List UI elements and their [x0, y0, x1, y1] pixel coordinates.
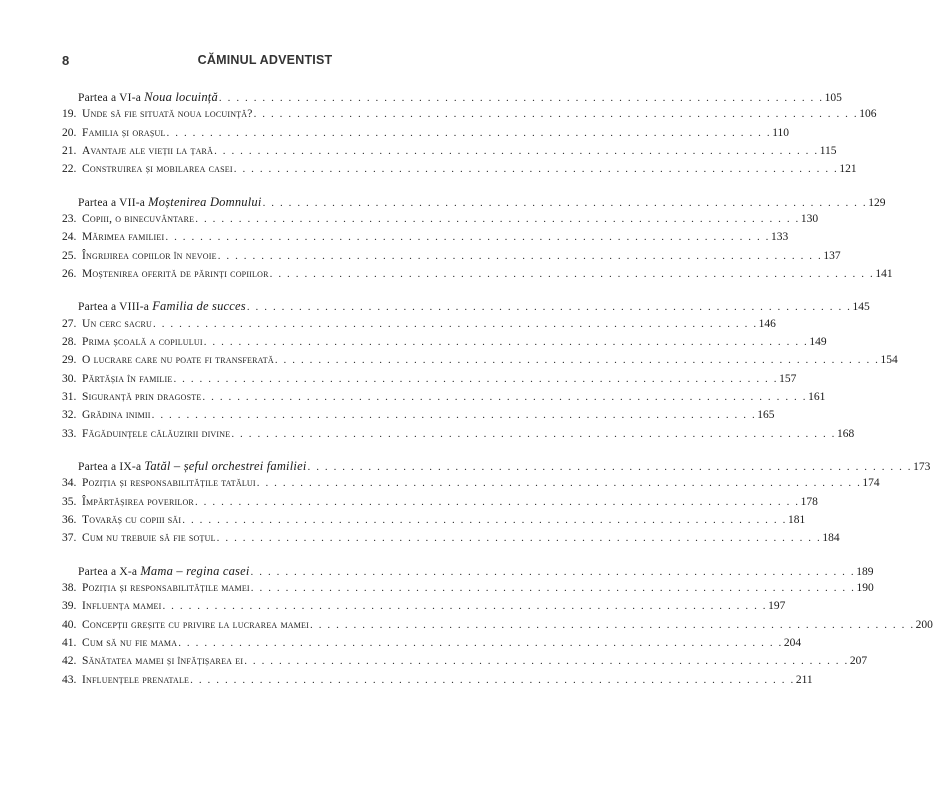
part-label: Partea a X-a — [78, 565, 138, 578]
dot-leader: . . . . . . . . . . . . . . . . . . . . . . . . . . . . . . . . . . . . . . . . . . . . . . . . . . . . . . . . . . . . . . . . . . . . . . — [246, 301, 852, 314]
part-heading — [62, 195, 262, 210]
part-heading — [62, 459, 307, 474]
part-subtitle: Tatăl – șeful orchestrei familiei — [144, 459, 307, 473]
dot-leader: . . . . . . . . . . . . . . . . . . . . . . . . . . . . . . . . . . . . . . . . . . . . . . . . . . . . . . . . . . . . . . . . . . . . . . — [250, 582, 856, 594]
page-reference: 130 — [800, 213, 819, 225]
chapter-title: O lucrare care nu poate fi transferată — [82, 354, 274, 367]
toc-chapter-row — [62, 636, 802, 653]
toc-chapter-row — [62, 317, 776, 334]
page-reference: 106 — [859, 108, 877, 121]
page-reference: 137 — [823, 249, 841, 262]
toc-chapter-row — [62, 126, 790, 143]
toc-chapter-row — [62, 336, 827, 352]
dot-leader: . . . . . . . . . . . . . . . . . . . . . . . . . . . . . . . . . . . . . . . . . . . . . . . . . . . . . . . . . . . . . . . . . . . . . . — [233, 163, 839, 176]
chapter-title: Unde să fie situată noua locuință? — [82, 108, 253, 121]
chapter-number: 32. — [62, 409, 77, 422]
toc-chapter-row — [62, 249, 841, 266]
chapter-number: 30. — [62, 372, 77, 385]
chapter-title: Făgăduințele călăuzirii divine — [82, 427, 231, 440]
page-reference: 129 — [868, 196, 886, 209]
chapter-title: Cum să nu fie mama — [82, 636, 178, 649]
toc-part-row — [62, 194, 886, 211]
chapter-title: Poziția și responsabilitățile tatălui — [82, 477, 256, 490]
dot-leader: . . . . . . . . . . . . . . . . . . . . . . . . . . . . . . . . . . . . . . . . . . . . . . . . . . . . . . . . . . . . . . . . . . . . . . — [269, 267, 875, 280]
part-label: Partea a VII-a — [78, 196, 146, 209]
chapter-number: 37. — [62, 532, 77, 545]
page-reference: 154 — [880, 354, 898, 367]
toc-chapter-row — [62, 495, 818, 512]
dot-leader: . . . . . . . . . . . . . . . . . . . . . . . . . . . . . . . . . . . . . . . . . . . . . . . . . . . . . . . . . . . . . . . . . . . . . . — [310, 618, 915, 631]
chapter-title: Mărimea familiei — [82, 231, 165, 244]
dot-leader: . . . . . . . . . . . . . . . . . . . . . . . . . . . . . . . . . . . . . . . . . . . . . . . . . . . . . . . . . . . . . . . . . . . . . . — [162, 600, 768, 613]
page-reference: 173 — [913, 461, 931, 473]
chapter-number: 35. — [62, 495, 77, 508]
page-reference: 165 — [757, 409, 775, 422]
page-reference: 145 — [852, 301, 870, 314]
dot-leader: . . . . . . . . . . . . . . . . . . . . . . . . . . . . . . . . . . . . . . . . . . . . . . . . . . . . . . . . . . . . . . . . . . . . . . — [274, 354, 880, 367]
chapter-title: Cum nu trebuie să fie soțul — [82, 532, 216, 545]
chapter-title: Grădina inimii — [82, 409, 151, 422]
part-subtitle: Familia de succes — [152, 299, 246, 314]
page-number: 8 — [62, 53, 70, 68]
toc-part-row — [62, 459, 931, 475]
toc-chapter-row — [62, 409, 775, 425]
page-reference: 204 — [783, 636, 802, 649]
toc-chapter-row — [62, 163, 857, 179]
page-reference: 197 — [768, 600, 786, 613]
chapter-title: Un cerc sacru — [82, 317, 153, 330]
dot-leader: . . . . . . . . . . . . . . . . . . . . . . . . . . . . . . . . . . . . . . . . . . . . . . . . . . . . . . . . . . . . . . . . . . . . . . — [256, 477, 862, 490]
toc-chapter-row — [62, 532, 840, 548]
chapter-number: 22. — [62, 163, 77, 176]
dot-leader: . . . . . . . . . . . . . . . . . . . . . . . . . . . . . . . . . . . . . . . . . . . . . . . . . . . . . . . . . . . . . . . . . . . . . . — [151, 409, 757, 422]
toc-part-row — [62, 299, 870, 315]
toc-chapter-row — [62, 427, 855, 444]
toc-part-row — [62, 90, 842, 106]
toc-chapter-row — [62, 600, 786, 616]
chapter-title: Moștenirea oferită de părinți copiilor — [82, 267, 269, 280]
dot-leader: . . . . . . . . . . . . . . . . . . . . . . . . . . . . . . . . . . . . . . . . . . . . . . . . . . . . . . . . . . . . . . . . . . . . . . — [253, 108, 859, 121]
page-reference: 141 — [875, 267, 893, 280]
chapter-number: 39. — [62, 600, 77, 613]
chapter-number: 20. — [62, 126, 77, 139]
page-reference: 211 — [795, 673, 813, 686]
chapter-number: 21. — [62, 144, 77, 157]
page-reference: 184 — [822, 532, 840, 545]
chapter-number: 41. — [62, 636, 77, 649]
page-reference: 189 — [856, 565, 874, 578]
dot-leader: . . . . . . . . . . . . . . . . . . . . . . . . . . . . . . . . . . . . . . . . . . . . . . . . . . . . . . . . . . . . . . . . . . . . . . — [218, 92, 824, 104]
chapter-title: Siguranță prin dragoste — [82, 390, 202, 403]
dot-leader: . . . . . . . . . . . . . . . . . . . . . . . . . . . . . . . . . . . . . . . . . . . . . . . . . . . . . . . . . . . . . . . . . . . . . . — [203, 336, 809, 348]
toc-chapter-row — [62, 477, 880, 493]
chapter-number: 42. — [62, 655, 77, 668]
dot-leader: . . . . . . . . . . . . . . . . . . . . . . . . . . . . . . . . . . . . . . . . . . . . . . . . . . . . . . . . . . . . . . . . . . . . . . — [202, 390, 808, 403]
part-heading — [62, 299, 246, 314]
dot-leader: . . . . . . . . . . . . . . . . . . . . . . . . . . . . . . . . . . . . . . . . . . . . . . . . . . . . . . . . . . . . . . . . . . . . . . — [217, 249, 823, 262]
chapter-title: Concepții greșite cu privire la lucrarea mamei — [82, 618, 310, 631]
dot-leader: . . . . . . . . . . . . . . . . . . . . . . . . . . . . . . . . . . . . . . . . . . . . . . . . . . . . . . . . . . . . . . . . . . . . . . — [262, 196, 868, 209]
dot-leader: . . . . . . . . . . . . . . . . . . . . . . . . . . . . . . . . . . . . . . . . . . . . . . . . . . . . . . . . . . . . . . . . . . . . . . — [173, 372, 779, 385]
chapter-title: Sănătatea mamei și înfățișarea ei — [82, 655, 244, 668]
toc-chapter-row — [62, 144, 837, 161]
dot-leader: . . . . . . . . . . . . . . . . . . . . . . . . . . . . . . . . . . . . . . . . . . . . . . . . . . . . . . . . . . . . . . . . . . . . . . — [216, 532, 822, 545]
page-reference: 110 — [772, 126, 790, 139]
page-reference: 174 — [862, 477, 880, 490]
page-reference: 200 — [915, 618, 933, 631]
toc-chapter-row — [62, 213, 819, 229]
chapter-title: Tovarăș cu copiii săi — [82, 513, 182, 526]
page-reference: 149 — [809, 336, 827, 348]
page-reference: 121 — [839, 163, 857, 176]
toc-chapter-row — [62, 618, 933, 635]
part-subtitle: Noua locuință — [144, 90, 218, 104]
dot-leader: . . . . . . . . . . . . . . . . . . . . . . . . . . . . . . . . . . . . . . . . . . . . . . . . . . . . . . . . . . . . . . . . . . . . . . — [195, 213, 800, 225]
chapter-title: Prima școală a copilului — [82, 336, 203, 348]
part-subtitle: Mama – regina casei — [140, 563, 250, 578]
chapter-number: 29. — [62, 354, 77, 367]
dot-leader: . . . . . . . . . . . . . . . . . . . . . . . . . . . . . . . . . . . . . . . . . . . . . . . . . . . . . . . . . . . . . . . . . . . . . . — [153, 317, 758, 330]
toc-chapter-row — [62, 231, 789, 247]
chapter-title: Împărtășirea poverilor — [82, 495, 194, 508]
page-reference: 157 — [779, 372, 797, 385]
page-reference: 181 — [787, 513, 806, 526]
toc-chapter-row — [62, 372, 797, 389]
dot-leader: . . . . . . . . . . . . . . . . . . . . . . . . . . . . . . . . . . . . . . . . . . . . . . . . . . . . . . . . . . . . . . . . . . . . . . — [165, 231, 771, 244]
dot-leader: . . . . . . . . . . . . . . . . . . . . . . . . . . . . . . . . . . . . . . . . . . . . . . . . . . . . . . . . . . . . . . . . . . . . . . — [194, 495, 800, 508]
dot-leader: . . . . . . . . . . . . . . . . . . . . . . . . . . . . . . . . . . . . . . . . . . . . . . . . . . . . . . . . . . . . . . . . . . . . . . — [214, 144, 819, 157]
page-reference: 133 — [771, 231, 789, 244]
chapter-number: 27. — [62, 317, 77, 330]
part-label: Partea a VIII-a — [78, 301, 150, 314]
part-label: Partea a IX-a — [78, 461, 142, 473]
chapter-title: Influențele prenatale — [82, 673, 190, 686]
page-reference: 168 — [837, 427, 855, 440]
page-reference: 115 — [819, 144, 837, 157]
toc-chapter-row — [62, 655, 868, 671]
dot-leader: . . . . . . . . . . . . . . . . . . . . . . . . . . . . . . . . . . . . . . . . . . . . . . . . . . . . . . . . . . . . . . . . . . . . . . — [190, 673, 795, 686]
toc-chapter-row — [62, 673, 813, 690]
chapter-number: 38. — [62, 582, 77, 594]
chapter-title: Avantaje ale vieții la țară — [82, 144, 214, 157]
dot-leader: . . . . . . . . . . . . . . . . . . . . . . . . . . . . . . . . . . . . . . . . . . . . . . . . . . . . . . . . . . . . . . . . . . . . . . — [231, 427, 836, 440]
dot-leader: . . . . . . . . . . . . . . . . . . . . . . . . . . . . . . . . . . . . . . . . . . . . . . . . . . . . . . . . . . . . . . . . . . . . . . — [178, 636, 783, 649]
chapter-number: 36. — [62, 513, 77, 526]
page-reference: 161 — [808, 390, 826, 403]
toc-chapter-row — [62, 390, 826, 407]
page-reference: 190 — [856, 582, 874, 594]
chapter-title: Poziția și responsabilitățile mamei — [82, 582, 250, 594]
chapter-number: 33. — [62, 427, 77, 440]
chapter-title: Îngrijirea copiilor în nevoie — [82, 249, 217, 262]
chapter-number: 40. — [62, 618, 77, 631]
chapter-number: 23. — [62, 213, 77, 225]
toc-chapter-row — [62, 354, 898, 370]
page-reference: 146 — [758, 317, 776, 330]
running-title: CĂMINUL ADVENTIST — [197, 53, 333, 67]
chapter-number: 28. — [62, 336, 77, 348]
part-subtitle: Moștenirea Domnului — [148, 194, 262, 209]
part-heading — [62, 90, 218, 105]
page-reference: 178 — [800, 495, 818, 508]
chapter-title: Părtășia în familie — [82, 372, 173, 385]
chapter-title: Influența mamei — [82, 600, 162, 613]
part-heading — [62, 564, 250, 579]
part-label: Partea a VI-a — [78, 92, 142, 104]
dot-leader: . . . . . . . . . . . . . . . . . . . . . . . . . . . . . . . . . . . . . . . . . . . . . . . . . . . . . . . . . . . . . . . . . . . . . . — [307, 461, 913, 473]
toc-chapter-row — [62, 582, 874, 598]
chapter-number: 26. — [62, 267, 77, 280]
chapter-title: Construirea și mobilarea casei — [82, 163, 233, 176]
dot-leader: . . . . . . . . . . . . . . . . . . . . . . . . . . . . . . . . . . . . . . . . . . . . . . . . . . . . . . . . . . . . . . . . . . . . . . — [244, 655, 849, 668]
chapter-number: 24. — [62, 231, 77, 244]
chapter-number: 34. — [62, 477, 77, 490]
toc-chapter-row — [62, 267, 893, 284]
page-reference: 105 — [824, 92, 842, 104]
page-header — [62, 53, 468, 69]
dot-leader: . . . . . . . . . . . . . . . . . . . . . . . . . . . . . . . . . . . . . . . . . . . . . . . . . . . . . . . . . . . . . . . . . . . . . . — [182, 513, 787, 526]
chapter-number: 43. — [62, 673, 77, 686]
dot-leader: . . . . . . . . . . . . . . . . . . . . . . . . . . . . . . . . . . . . . . . . . . . . . . . . . . . . . . . . . . . . . . . . . . . . . . — [250, 565, 856, 578]
toc-part-row — [62, 563, 874, 580]
chapter-number: 31. — [62, 390, 77, 403]
chapter-title: Familia și orașul — [82, 126, 166, 139]
toc-chapter-row — [62, 513, 806, 530]
toc-chapter-row — [62, 108, 877, 124]
page-reference: 207 — [849, 655, 868, 668]
chapter-number: 19. — [62, 108, 77, 121]
dot-leader: . . . . . . . . . . . . . . . . . . . . . . . . . . . . . . . . . . . . . . . . . . . . . . . . . . . . . . . . . . . . . . . . . . . . . . — [166, 126, 772, 139]
chapter-title: Copiii, o binecuvântare — [82, 213, 195, 225]
chapter-number: 25. — [62, 249, 77, 262]
